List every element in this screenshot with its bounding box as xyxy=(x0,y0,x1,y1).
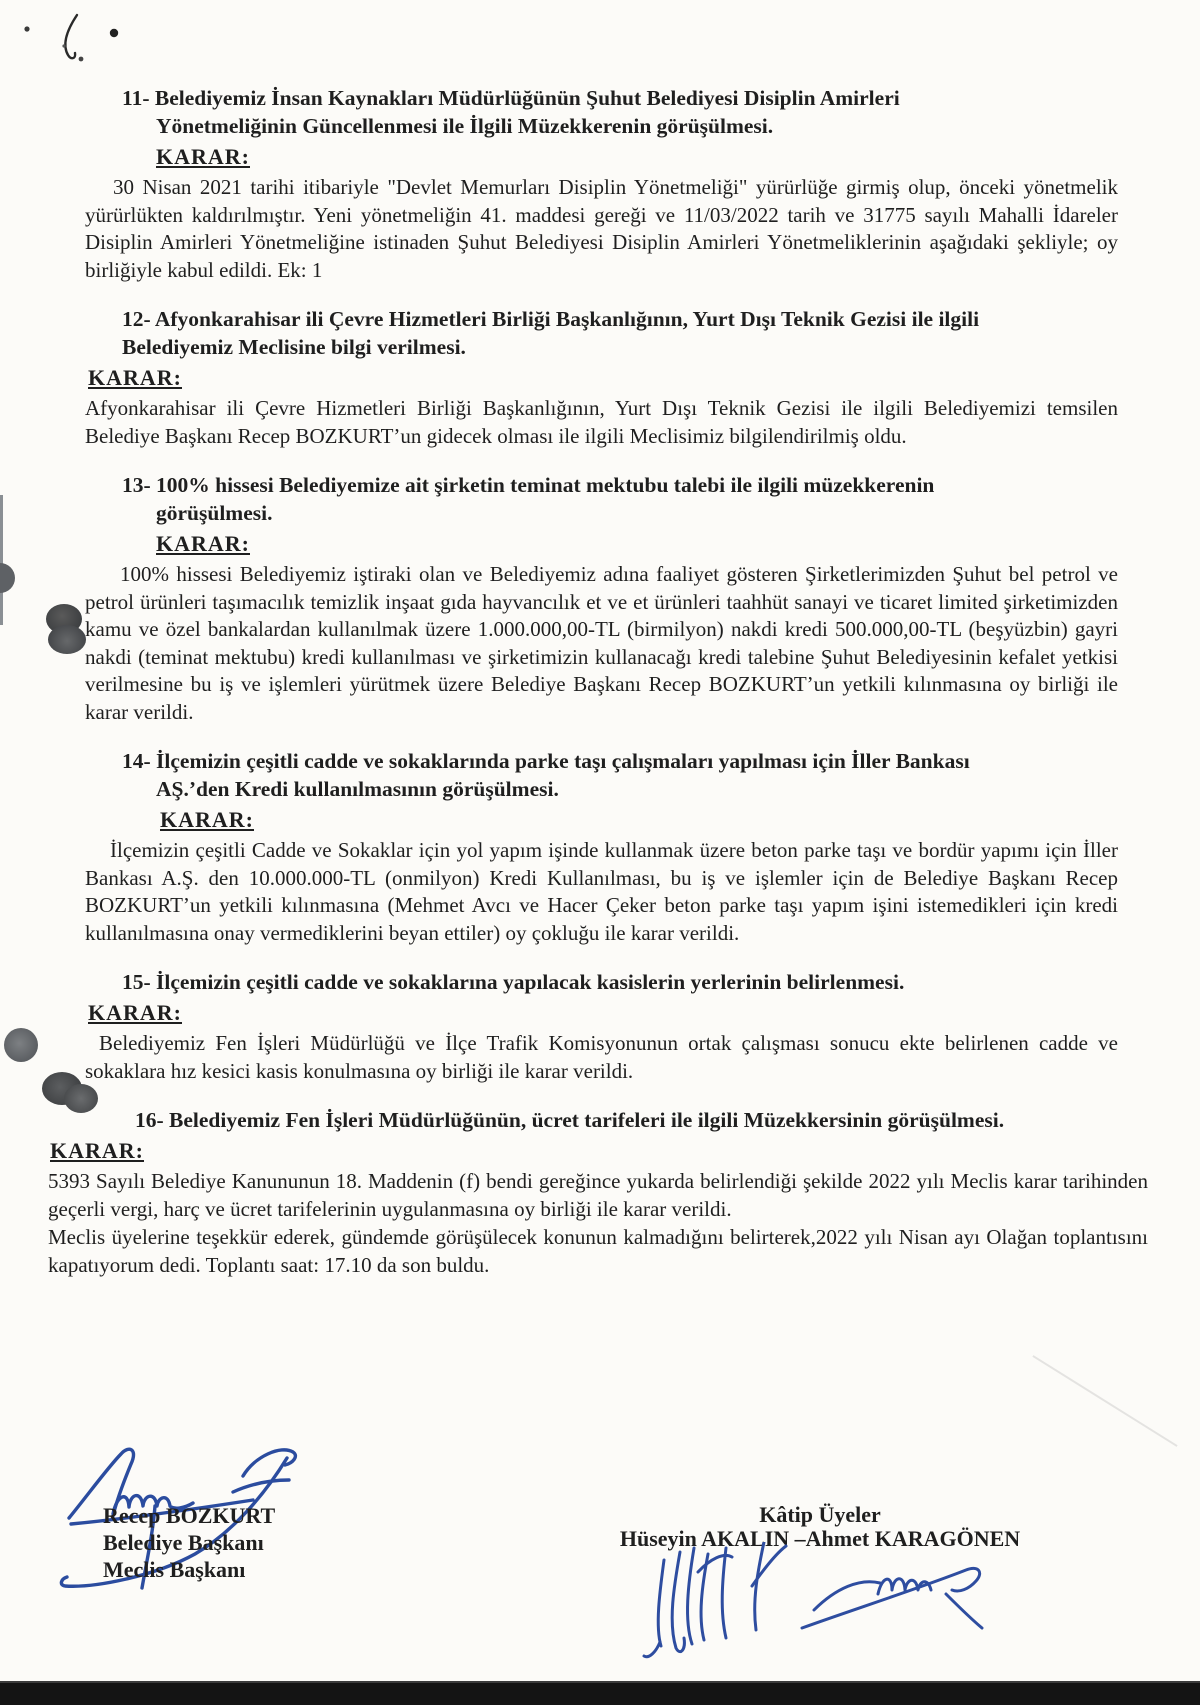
meeting-closing-text: Meclis üyelerine teşekkür ederek, gündemde görüşülecek konunun kalmadığını belirterek,2022 yılı Nisan ayı Olağan toplantısını kapatıyorum dedi. Toplantı saat: 17.10 da son buldu. xyxy=(48,1225,1148,1277)
item-11-decision-text: 30 Nisan 2021 tarihi itibariyle "Devlet Memurları Disiplin Yönetmeliği" yürürlüğe girmiş olup, önceki yönetmelik yürürlükten kaldırılmıştır. Yeni yönetmeliğin 41. maddesi gereği ve 11/03/2022 tarih ve 31775 sayılı Mahalli İdareler Disiplin Amirleri Yönetmeliğine istinaden Şuhut Belediyesi Disiplin Amirleri Yönetmeliklerinin aşağıdaki şekliyle; oy birliğiyle kabul edildi. Ek: 1 xyxy=(85,175,1118,282)
agenda-item-15 xyxy=(0,968,1200,1085)
item-15-title xyxy=(122,968,1122,996)
item-14-title-line1: 14- İlçemizin çeşitli cadde ve sokaklarında parke taşı çalışmaları yapılması için İller Bankası xyxy=(122,749,970,773)
item-16-title-line1: 16- Belediyemiz Fen İşleri Müdürlüğünün, ücret tarifeleri ile ilgili Müzekkersinin görüşülmesi. xyxy=(135,1108,1005,1132)
agenda-item-16 xyxy=(0,1106,1200,1279)
agenda-item-13 xyxy=(0,471,1200,726)
item-16-title xyxy=(135,1106,1122,1134)
item-12-title-line1: 12- Afyonkarahisar ili Çevre Hizmetleri Birliği Başkanlığının, Yurt Dışı Teknik Gezisi ile ilgili xyxy=(122,307,980,331)
item-14-decision-text: İlçemizin çeşitli Cadde ve Sokaklar için yol yapım işinde kullanmak üzere beton parke taşı ve bordür yapımı için İller Bankası A.Ş. den 10.000.000-TL (onmilyon) Kredi Kullanılması, bu iş ve işlemler için de Belediye Başkanı Recep BOZKURT’un yetkili kılınmasına (Mehmet Avcı ve Hacer Çeker beton parke taşı yapım işini istemedikleri için kredi kullanılmasına onay vermediklerini beyan ettiler) oy çokluğu ile karar verildi. xyxy=(85,838,1118,945)
item-11-title-line1: 11- Belediyemiz İnsan Kaynakları Müdürlüğünün Şuhut Belediyesi Disiplin Amirleri xyxy=(122,86,900,110)
item-15-title-line1: 15- İlçemizin çeşitli cadde ve sokaklarına yapılacak kasislerin yerlerinin belirlenmesi. xyxy=(122,970,905,994)
agenda-item-12 xyxy=(0,305,1200,450)
item-11-title xyxy=(122,84,1122,140)
minutes-body xyxy=(0,84,1200,1300)
mayor-signature-block xyxy=(103,1502,275,1583)
item-12-title xyxy=(122,305,1122,361)
item-16-karar-label: KARAR: xyxy=(50,1138,144,1163)
item-13-title xyxy=(122,471,1122,527)
item-14-title xyxy=(122,747,1122,803)
item-16-decision-text: 5393 Sayılı Belediye Kanununun 18. Maddenin (f) bendi gereğince yukarda belirlendiği şekilde 2022 yılı Meclis karar tarihinden geçerli vergi, harç ve ücret tarifelerinin uygulanmasına oy birliği ile karar verildi. xyxy=(48,1169,1148,1221)
item-13-karar-label: KARAR: xyxy=(156,531,250,556)
scan-bottom-bar xyxy=(0,1681,1200,1705)
clerks-header: Kâtip Üyeler xyxy=(759,1502,881,1527)
signature-section xyxy=(0,1430,1200,1680)
item-11-karar-label: KARAR: xyxy=(156,144,250,169)
item-12-decision-text: Afyonkarahisar ili Çevre Hizmetleri Birliği Başkanlığının, Yurt Dışı Teknik Gezisi ile ilgili Belediyemizi temsilen Belediye Başkanı Recep BOZKURT’un gidecek olması ile ilgili Meclisimiz bilgilendirilmiş oldu. xyxy=(85,396,1118,448)
mayor-name: Recep BOZKURT xyxy=(103,1503,276,1528)
clerk1-signature-ink xyxy=(640,1542,805,1667)
agenda-item-11 xyxy=(0,84,1200,284)
mayor-title-2: Meclis Başkanı xyxy=(103,1557,246,1582)
clerks-names: Hüseyin AKALIN –Ahmet KARAGÖNEN xyxy=(619,1526,1021,1551)
item-12-title-line2: Belediyemiz Meclisine bilgi verilmesi. xyxy=(122,335,466,359)
item-14-title-line2: AŞ.’den Kredi kullanılmasının görüşülmesi. xyxy=(156,777,559,801)
item-14-karar-label: KARAR: xyxy=(160,807,254,832)
item-13-decision-text: 100% hissesi Belediyemiz iştiraki olan ve Belediyemiz adına faaliyet gösteren Şirketlerimizden Şuhut bel petrol ve petrol ürünleri taşımacılık temizlik inşaat gıda hayvancılık et ve et ürünleri taahhüt sanayi ve ticaret limited şirketimizden kamu ve özel bankalardan kullanılmak üzere 1.000.000,00-TL (birmilyon) nakdi kredi 500.000,00-TL (beşyüzbin) gayri nakdi (teminat mektubu) kredi kullanılması ve şirketimizin kullanacağı kredi talebine Şuhut Belediyesinin kefalet yetkisi verilmesine bu iş ve işlemleri yürütmek üzere Belediye Başkanı Recep BOZKURT’un yetkili kılınmasına oy birliği ile karar verildi. xyxy=(85,562,1118,724)
agenda-item-14 xyxy=(0,747,1200,947)
mayor-title-1: Belediye Başkanı xyxy=(103,1530,264,1555)
item-13-title-line2: görüşülmesi. xyxy=(156,501,273,525)
item-15-decision-text: Belediyemiz Fen İşleri Müdürlüğü ve İlçe Trafik Komisyonunun ortak çalışması sonucu ekte belirlenen cadde ve sokaklara hız kesici kasis konulmasına oy birliği ile karar verildi. xyxy=(85,1031,1118,1083)
ink-scribble-mark xyxy=(15,5,145,77)
item-11-title-line2: Yönetmeliğinin Güncellenmesi ile İlgili Müzekkerenin görüşülmesi. xyxy=(156,114,774,138)
item-13-title-line1: 13- 100% hissesi Belediyemize ait şirketin teminat mektubu talebi ile ilgili müzekkerenin xyxy=(122,473,935,497)
item-15-karar-label: KARAR: xyxy=(88,1000,182,1025)
clerk2-signature-ink xyxy=(798,1548,1003,1638)
item-12-karar-label: KARAR: xyxy=(88,365,182,390)
